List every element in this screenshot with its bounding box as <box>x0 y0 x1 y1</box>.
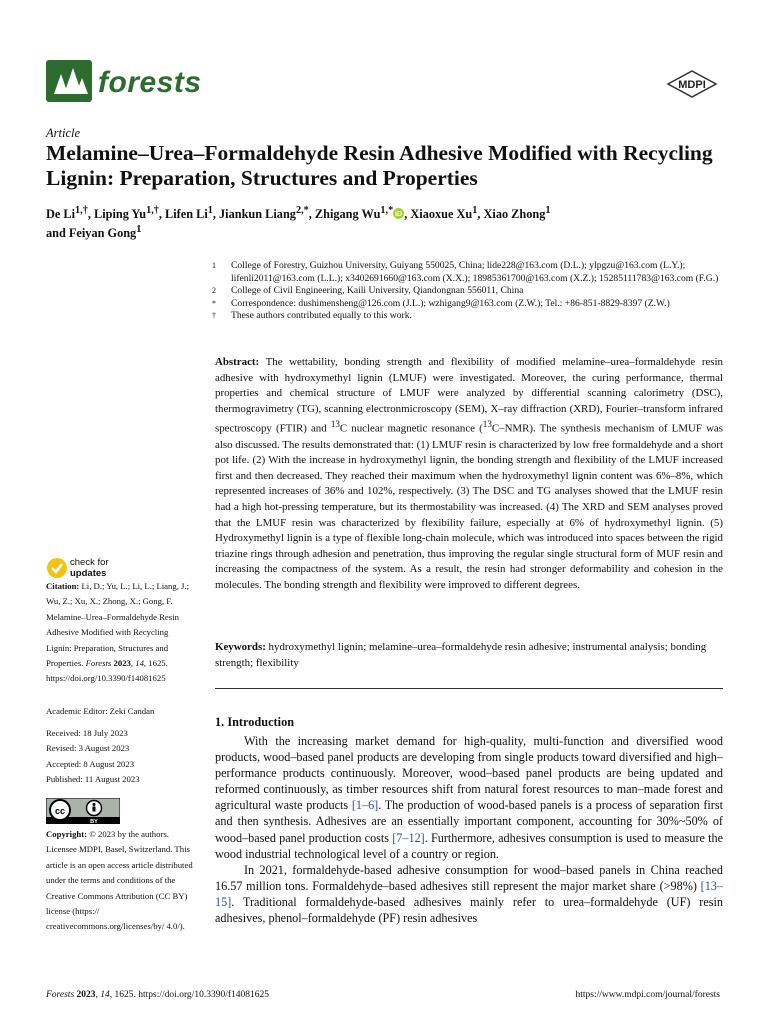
author: Lifen Li <box>165 207 208 222</box>
copyright-notice: Copyright: © 2023 by the authors. Licensee MDPI, Basel, Switzerland. This article is an open access article distributed under the terms and conditions of the Creative Commons Attribution (CC BY) license (https:// creativecommons.org/licenses/by/ 4.0/). <box>46 829 193 932</box>
author: Jiankun Liang <box>219 207 296 222</box>
author: Zhigang Wu <box>314 207 381 222</box>
divider <box>215 688 723 689</box>
svg-text:cc: cc <box>54 806 66 816</box>
citation-link[interactable]: [7–12] <box>392 830 425 845</box>
paragraph: With the increasing market demand for high-quality, multi-function and diversified wood products, wood–based panel products are developing from single products toward diversified and high–performance products continuously. Moreover, wood–based panel products are being updated and reformed continuously, as timber resources shift from natural forest resources to man–made forest and agricultural waste products [1–6]. The production of wood-based panels is a process of separation first and then synthesis. Adhesives are an essentially important component, accounting for 30%~50% of wood–based panel production costs [7–12]. Furthermore, adhesives consumption is used to measure the wood industrial technological level of a country or region. <box>215 734 723 861</box>
footer-citation: Forests 2023, 14, 1625. https://doi.org/10.3390/f14081625 <box>46 990 269 1000</box>
cc-by-license-icon[interactable] <box>46 798 120 824</box>
citation-link[interactable]: [13–15] <box>215 878 723 909</box>
orcid-icon[interactable] <box>393 208 404 219</box>
check-for-updates[interactable]: check for updates <box>70 557 109 579</box>
author: De Li <box>46 207 76 222</box>
dates: Received: 18 July 2023 Revised: 3 August 2023 Accepted: 8 August 2023 Published: 11 August 2023 <box>46 728 140 785</box>
author: Xiaoxue Xu <box>410 207 473 222</box>
keywords: Keywords: hydroxymethyl lignin; melamine–urea–formaldehyde resin adhesive; instrumental analysis; bonding strength; flexibility <box>215 641 707 669</box>
publisher-name: MDPI <box>678 79 706 91</box>
affiliations: 1 College of Forestry, Guizhou University, Guiyang 550025, China; lide228@163.com (D.L.); ylpgzu@163.com (L.Y.); lifenli2011@163.com (L.L.); x3402691660@163.com (X.X.); 18985361700@163.com (X.Z.); 15285111783@163.com (F.G.) 2 College of Civil Engineering, Kaili University, Qiandongnan 556011, China * Correspondence: dushimensheng@126.com (J.L.); wzhigang9@163.com (Z.W.); Tel.: +86-851-8829-8397 (Z.W.) † These authors contributed equally to this work. <box>212 260 732 323</box>
author: Liping Yu <box>94 207 147 222</box>
affiliation: College of Civil Engineering, Kaili University, Qiandongnan 556011, China <box>231 285 524 297</box>
citation-link[interactable]: [1–6] <box>351 798 379 813</box>
academic-editor: Academic Editor: Zeki Candan <box>46 706 155 716</box>
author: Xiao Zhong <box>483 207 546 222</box>
journal-url[interactable]: https://www.mdpi.com/journal/forests <box>575 990 720 1000</box>
section-heading: 1. Introduction <box>215 715 295 729</box>
author-list: De $Li^{1,\dagger}$, Liping $Yu^{1,\dagger}$, Lifen Li$^1$, Jiankun Liang$^{2,*}$, Zhigang $Wu^{1,*}$ iD , Xiaoxue Xu$^1$, Xiao Zhong$^1$ and Feiyan Gong$^1$ <box>46 205 551 241</box>
mdpi-logo-icon <box>666 70 718 98</box>
author: Feiyan Gong <box>68 226 137 241</box>
correspondence: Correspondence: dushimensheng@126.com (J.L.); wzhigang9@163.com (Z.W.); Tel.: +86-851-8829-8397 (Z.W.) <box>231 297 670 309</box>
check-for-updates-icon[interactable] <box>46 557 68 579</box>
journal-name: forests <box>98 66 202 99</box>
paper-title: Melamine–Urea–Formaldehyde Resin Adhesive Modified with Recycling Lignin: Preparation, Structures and Properties <box>46 141 713 190</box>
forests-logo-icon <box>46 60 92 102</box>
svg-text:iD: iD <box>395 211 403 219</box>
introduction-body <box>215 733 723 926</box>
abstract: Abstract: The wettability, bonding strength and flexibility of modified melamine–urea–formaldehyde resin adhesive with hydroxymethyl lignin (LMUF) were investigated. Moreover, the curing performance, thermal properties and chemical structure of LMUF were analyzed by differential scanning calorimetry (DSC), thermogravimetry (TG), scanning electronmicroscopy (SEM), X–ray diffraction (XRD), Fourier–transform infrared spectroscopy (FTIR) and $^{13}$C nuclear magnetic resonance ($^{13}$C–NMR). The synthesis mechanism of LMUF was also discussed. The results demonstrated that: (1) LMUF resin is characterized by low free formaldehyde and a short pot life. (2) With the increase in hydroxymethyl lignin, the bonding strength and flexibility of the LMUF increased first and then decreased. They reached their maximum when the hydroxymethyl lignin content was 6%–8%, which represented increases of 36% and 102%, respectively. (3) The DSC and TG analyses showed that the LMUF resin had a high hot-pressing temperature, but its thermostability was increased. (4) The XRD and SEM analyses proved that the LMUF resin was characterized by flexibility failure, especially at 6% of hydroxymethyl lignin. (5) Hydroxymethyl lignin is a type of flexible long-chain molecule, which was introduced into spaces between the rigid triazine rings through adhesion and penetration, thus improving the regular single structural form of MUF resin and increasing the compactness of the system. As a result, the resin had stronger deformability and cohesion in the molecules. The bonding strength and flexibility were improved to different degrees. <box>215 356 724 591</box>
paragraph: In 2021, formaldehyde-based adhesive consumption for wood–based panels in China reached 16.57 million tons. Formaldehyde–based adhesives still represent the major market share (>98%) [13–15]. Traditional formaldehyde-based adhesives mainly refer to urea–formaldehyde (UF) resin adhesives, phenol–formaldehyde (PF) resin adhesives <box>215 862 723 926</box>
article-type: Article <box>46 126 81 140</box>
svg-text:BY: BY <box>90 819 98 824</box>
citation-block: Citation: Li, D.; Yu, L.; Li, L.; Liang, J.; Wu, Z.; Xu, X.; Zhong, X.; Gong, F. Melamine–Urea–Formaldehyde Resin Adhesive Modified with Recycling Lignin: Preparation, Structures and Properties. Forests 2023, 14, 1625. https://doi.org/10.3390/f14081625 <box>46 581 190 684</box>
affiliation: College of Forestry, Guizhou University, Guiyang 550025, China; lide228@163.com (D.L.); ylpgzu@163.com (L.Y.); lifenli2011@163.com (L.L.); x3402691660@163.com (X.X.); 18985361700@163.com (X.Z.); 15285111783@163.com (F.G.) <box>231 260 719 284</box>
equal-contribution-note: These authors contributed equally to this work. <box>231 310 412 322</box>
